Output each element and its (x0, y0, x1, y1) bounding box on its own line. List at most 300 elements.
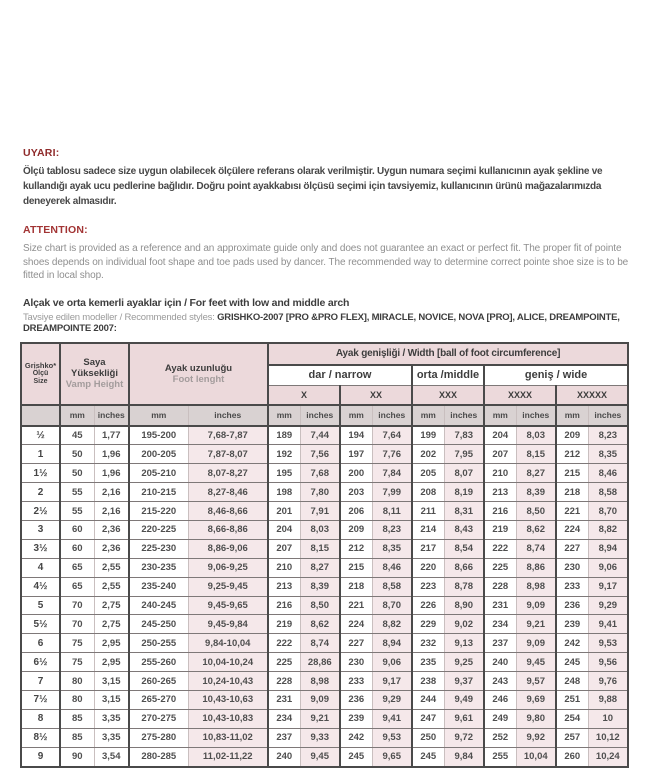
cell-x_mm: 234 (268, 709, 300, 728)
cell-x_in: 8,62 (300, 615, 340, 634)
cell-xxx_in: 9,49 (444, 690, 484, 709)
cell-x_in: 7,68 (300, 464, 340, 483)
width-code-xxx: XXX (412, 385, 484, 405)
cell-xxxxx_mm: 230 (556, 558, 588, 577)
cell-xxx_in: 8,31 (444, 502, 484, 521)
cell-xxx_mm: 250 (412, 728, 444, 747)
table-row (21, 672, 628, 691)
cell-vamp_mm: 70 (60, 596, 94, 615)
cell-xx_in: 9,29 (372, 690, 412, 709)
cell-size: 7 (21, 672, 60, 691)
warning-body-tr: Ölçü tablosu sadece size uygun olabilecek ölçülere referans olarak verilmiştir. Uygun numara seçimi kullanıcının ayak şekline ve kullandığı ayak ucu pedlerine bağlıdır. Doğru point ayakkabısı ölçüsü seçimi için tavsiyemiz, kullanıcının ürünü mağazalarımızda deneyerek almasıdır. (23, 166, 603, 207)
cell-xxxx_in: 9,57 (516, 672, 556, 691)
cell-xxxxx_mm: 215 (556, 464, 588, 483)
cell-xx_mm: 245 (340, 747, 372, 766)
width-title-header: Ayak genişliği / Width [ball of foot circumference] (268, 343, 628, 365)
unit-mm: mm (129, 405, 188, 426)
cell-xx_mm: 224 (340, 615, 372, 634)
cell-vamp_in: 1,96 (94, 464, 129, 483)
cell-xxxx_in: 8,74 (516, 539, 556, 558)
arch-section (0, 283, 663, 334)
cell-xxxx_mm: 246 (484, 690, 516, 709)
cell-foot_in: 9,25-9,45 (188, 577, 268, 596)
cell-foot_mm: 205-210 (129, 464, 188, 483)
cell-xxxx_in: 8,86 (516, 558, 556, 577)
cell-size: 2½ (21, 502, 60, 521)
cell-xx_in: 8,46 (372, 558, 412, 577)
cell-vamp_in: 2,95 (94, 634, 129, 653)
cell-xxxx_in: 9,80 (516, 709, 556, 728)
cell-xx_mm: 197 (340, 445, 372, 464)
cell-xxxxx_in: 8,58 (588, 483, 628, 502)
table-row (21, 728, 628, 747)
cell-xxx_in: 9,13 (444, 634, 484, 653)
size-column-header (21, 343, 60, 405)
cell-vamp_mm: 50 (60, 445, 94, 464)
cell-xxxxx_mm: 221 (556, 502, 588, 521)
cell-xxx_in: 8,66 (444, 558, 484, 577)
cell-xxx_mm: 229 (412, 615, 444, 634)
cell-xxxx_mm: 225 (484, 558, 516, 577)
cell-xx_in: 8,70 (372, 596, 412, 615)
cell-vamp_in: 2,95 (94, 653, 129, 672)
cell-size: 8½ (21, 728, 60, 747)
cell-foot_in: 10,43-10,83 (188, 709, 268, 728)
vamp-header-en: Vamp Height (65, 379, 124, 390)
cell-xxx_mm: 238 (412, 672, 444, 691)
cell-xxxx_in: 10,04 (516, 747, 556, 766)
cell-xxx_in: 8,43 (444, 520, 484, 539)
cell-xxxxx_in: 9,06 (588, 558, 628, 577)
cell-xx_mm: 206 (340, 502, 372, 521)
cell-x_mm: 189 (268, 426, 300, 445)
cell-foot_in: 8,07-8,27 (188, 464, 268, 483)
cell-xxxx_in: 9,09 (516, 596, 556, 615)
cell-foot_mm: 225-230 (129, 539, 188, 558)
cell-xxx_mm: 223 (412, 577, 444, 596)
cell-xxxxx_mm: 236 (556, 596, 588, 615)
cell-xxxx_in: 9,21 (516, 615, 556, 634)
table-body (21, 426, 628, 767)
unit-mm: mm (268, 405, 300, 426)
cell-xxxxx_mm: 254 (556, 709, 588, 728)
cell-x_in: 8,39 (300, 577, 340, 596)
cell-x_in: 9,33 (300, 728, 340, 747)
cell-xxxxx_in: 8,82 (588, 520, 628, 539)
width-code-xxxxx: XXXXX (556, 385, 628, 405)
cell-xxxx_in: 8,50 (516, 502, 556, 521)
cell-vamp_in: 2,75 (94, 615, 129, 634)
cell-xx_mm: 194 (340, 426, 372, 445)
cell-xx_in: 9,53 (372, 728, 412, 747)
foot-header-tr: Ayak uzunluğu (164, 362, 233, 374)
cell-xxxxx_in: 9,56 (588, 653, 628, 672)
cell-x_in: 8,98 (300, 672, 340, 691)
cell-x_mm: 240 (268, 747, 300, 766)
table-header (21, 343, 628, 426)
cell-vamp_in: 3,54 (94, 747, 129, 766)
cell-xxxxx_in: 8,35 (588, 445, 628, 464)
unit-inches: inches (588, 405, 628, 426)
cell-size: 3 (21, 520, 60, 539)
cell-x_in: 7,91 (300, 502, 340, 521)
cell-xxx_mm: 211 (412, 502, 444, 521)
cell-vamp_mm: 85 (60, 709, 94, 728)
cell-vamp_in: 3,15 (94, 690, 129, 709)
cell-xxxxx_mm: 260 (556, 747, 588, 766)
foot-header-en: Foot lenght (172, 373, 225, 385)
cell-vamp_mm: 45 (60, 426, 94, 445)
cell-foot_in: 11,02-11,22 (188, 747, 268, 766)
cell-xx_mm: 227 (340, 634, 372, 653)
cell-xxx_in: 8,54 (444, 539, 484, 558)
cell-vamp_in: 2,36 (94, 539, 129, 558)
table-row (21, 747, 628, 766)
cell-xxxx_in: 8,03 (516, 426, 556, 445)
width-group-wide: geniş / wide (484, 365, 628, 386)
vamp-column-header (60, 343, 129, 405)
cell-foot_in: 8,86-9,06 (188, 539, 268, 558)
cell-xxxx_mm: 216 (484, 502, 516, 521)
cell-xxxx_mm: 234 (484, 615, 516, 634)
cell-size: 5 (21, 596, 60, 615)
cell-xxxx_in: 9,45 (516, 653, 556, 672)
cell-foot_in: 8,27-8,46 (188, 483, 268, 502)
cell-xx_in: 8,11 (372, 502, 412, 521)
unit-inches: inches (516, 405, 556, 426)
cell-xx_in: 8,35 (372, 539, 412, 558)
cell-xxx_mm: 199 (412, 426, 444, 445)
cell-xx_mm: 203 (340, 483, 372, 502)
cell-size: 6½ (21, 653, 60, 672)
cell-vamp_in: 1,77 (94, 426, 129, 445)
cell-xxxxx_mm: 239 (556, 615, 588, 634)
cell-xx_mm: 209 (340, 520, 372, 539)
cell-xxxx_in: 9,69 (516, 690, 556, 709)
cell-xx_mm: 239 (340, 709, 372, 728)
cell-xxxxx_mm: 242 (556, 634, 588, 653)
cell-xxxx_mm: 222 (484, 539, 516, 558)
cell-vamp_in: 2,55 (94, 577, 129, 596)
cell-xxxxx_in: 8,23 (588, 426, 628, 445)
table-row (21, 558, 628, 577)
size-header-brand: Grishko* (24, 360, 57, 370)
cell-vamp_mm: 90 (60, 747, 94, 766)
cell-x_mm: 228 (268, 672, 300, 691)
table-row (21, 653, 628, 672)
cell-size: 4½ (21, 577, 60, 596)
cell-x_in: 8,15 (300, 539, 340, 558)
cell-foot_mm: 220-225 (129, 520, 188, 539)
cell-xxxx_mm: 207 (484, 445, 516, 464)
cell-x_mm: 222 (268, 634, 300, 653)
cell-xxxxx_mm: 212 (556, 445, 588, 464)
cell-xxx_mm: 202 (412, 445, 444, 464)
cell-size: 7½ (21, 690, 60, 709)
cell-xxx_in: 7,95 (444, 445, 484, 464)
cell-xx_mm: 230 (340, 653, 372, 672)
cell-x_in: 9,09 (300, 690, 340, 709)
cell-vamp_mm: 65 (60, 577, 94, 596)
cell-xxxxx_mm: 257 (556, 728, 588, 747)
cell-vamp_mm: 80 (60, 690, 94, 709)
cell-xxxxx_mm: 248 (556, 672, 588, 691)
cell-foot_mm: 260-265 (129, 672, 188, 691)
recommended-styles-list: GRISHKO-2007 [PRO &PRO FLEX], MIRACLE, NOVICE, NOVA [PRO], ALICE, DREAMPOINTE, DREAMPOINTE 2007: (23, 311, 620, 334)
cell-foot_mm: 245-250 (129, 615, 188, 634)
table-row (21, 426, 628, 445)
cell-xxx_in: 7,83 (444, 426, 484, 445)
cell-xxxx_in: 8,39 (516, 483, 556, 502)
cell-xx_in: 7,76 (372, 445, 412, 464)
attention-body-en: Size chart is provided as a reference and an approximate guide only and does not guarantee an exact or perfect fit. The proper fit of pointe shoes depends on individual foot shape and toe pads used by dancer. The recommended way to determine correct pointe shoe size is to be fitted in local shop. (23, 243, 629, 281)
cell-vamp_in: 2,16 (94, 483, 129, 502)
cell-xxxxx_mm: 251 (556, 690, 588, 709)
cell-foot_mm: 195-200 (129, 426, 188, 445)
cell-xxx_in: 9,02 (444, 615, 484, 634)
warning-section (0, 0, 663, 283)
cell-foot_mm: 280-285 (129, 747, 188, 766)
cell-x_mm: 198 (268, 483, 300, 502)
cell-xx_mm: 215 (340, 558, 372, 577)
cell-xxx_in: 8,07 (444, 464, 484, 483)
unit-mm: mm (484, 405, 516, 426)
cell-x_mm: 213 (268, 577, 300, 596)
cell-xxxxx_mm: 245 (556, 653, 588, 672)
cell-xxx_in: 9,72 (444, 728, 484, 747)
cell-xxxx_mm: 249 (484, 709, 516, 728)
size-header-en: Size (33, 377, 48, 385)
unit-inches: inches (444, 405, 484, 426)
cell-foot_in: 10,43-10,63 (188, 690, 268, 709)
cell-x_in: 8,27 (300, 558, 340, 577)
cell-vamp_mm: 60 (60, 520, 94, 539)
cell-x_in: 7,56 (300, 445, 340, 464)
cell-xxxx_in: 8,15 (516, 445, 556, 464)
cell-xx_in: 8,82 (372, 615, 412, 634)
cell-xxx_in: 9,61 (444, 709, 484, 728)
cell-vamp_in: 3,35 (94, 709, 129, 728)
cell-xxx_mm: 245 (412, 747, 444, 766)
cell-xx_mm: 242 (340, 728, 372, 747)
unit-inches: inches (94, 405, 129, 426)
cell-xxxxx_in: 9,76 (588, 672, 628, 691)
cell-xxx_in: 8,90 (444, 596, 484, 615)
cell-size: 6 (21, 634, 60, 653)
cell-foot_mm: 210-215 (129, 483, 188, 502)
cell-size: 5½ (21, 615, 60, 634)
cell-vamp_mm: 75 (60, 653, 94, 672)
cell-x_mm: 225 (268, 653, 300, 672)
cell-x_in: 7,80 (300, 483, 340, 502)
cell-size: 4 (21, 558, 60, 577)
cell-x_in: 8,03 (300, 520, 340, 539)
cell-vamp_mm: 80 (60, 672, 94, 691)
vamp-header-tr: Saya Yüksekliği (71, 357, 118, 379)
cell-xxx_in: 8,78 (444, 577, 484, 596)
recommended-styles-label: Tavsiye edilen modeller / Recommended styles: (23, 311, 215, 323)
cell-foot_in: 8,46-8,66 (188, 502, 268, 521)
cell-xxxx_in: 8,62 (516, 520, 556, 539)
cell-vamp_mm: 55 (60, 483, 94, 502)
cell-x_mm: 201 (268, 502, 300, 521)
unit-inches: inches (188, 405, 268, 426)
unit-empty-cell (21, 405, 60, 426)
width-code-xxxx: XXXX (484, 385, 556, 405)
cell-foot_mm: 265-270 (129, 690, 188, 709)
cell-xxx_mm: 208 (412, 483, 444, 502)
cell-xxx_mm: 205 (412, 464, 444, 483)
cell-size: 1½ (21, 464, 60, 483)
cell-xx_in: 8,94 (372, 634, 412, 653)
cell-xxxxx_in: 8,94 (588, 539, 628, 558)
cell-xxxxx_in: 9,41 (588, 615, 628, 634)
cell-x_in: 8,74 (300, 634, 340, 653)
cell-vamp_in: 2,55 (94, 558, 129, 577)
cell-foot_in: 9,45-9,65 (188, 596, 268, 615)
cell-xx_in: 7,99 (372, 483, 412, 502)
cell-size: 8 (21, 709, 60, 728)
cell-x_in: 9,45 (300, 747, 340, 766)
cell-xx_in: 9,06 (372, 653, 412, 672)
width-code-xx: XX (340, 385, 412, 405)
cell-vamp_mm: 85 (60, 728, 94, 747)
cell-foot_in: 9,06-9,25 (188, 558, 268, 577)
width-code-x: X (268, 385, 340, 405)
cell-xxxxx_in: 10,24 (588, 747, 628, 766)
cell-x_mm: 192 (268, 445, 300, 464)
cell-x_mm: 219 (268, 615, 300, 634)
cell-foot_mm: 240-245 (129, 596, 188, 615)
table-row (21, 464, 628, 483)
cell-x_mm: 216 (268, 596, 300, 615)
size-header-tr: Ölçü (32, 369, 49, 377)
cell-xxx_in: 9,84 (444, 747, 484, 766)
cell-foot_in: 10,83-11,02 (188, 728, 268, 747)
cell-xxxx_mm: 243 (484, 672, 516, 691)
cell-xxxxx_in: 9,29 (588, 596, 628, 615)
cell-foot_mm: 200-205 (129, 445, 188, 464)
foot-length-column-header (129, 343, 268, 405)
cell-xx_mm: 212 (340, 539, 372, 558)
table-row (21, 690, 628, 709)
cell-xxx_mm: 214 (412, 520, 444, 539)
cell-size: 1 (21, 445, 60, 464)
cell-xxxx_mm: 255 (484, 747, 516, 766)
cell-xxxx_in: 9,92 (516, 728, 556, 747)
table-row (21, 520, 628, 539)
cell-x_in: 8,50 (300, 596, 340, 615)
cell-xxxx_mm: 252 (484, 728, 516, 747)
attention-heading-en: ATTENTION: (23, 224, 88, 236)
cell-vamp_in: 2,16 (94, 502, 129, 521)
cell-foot_in: 9,84-10,04 (188, 634, 268, 653)
cell-xxx_in: 8,19 (444, 483, 484, 502)
warning-heading-tr: UYARI: (23, 147, 60, 159)
cell-xxx_mm: 232 (412, 634, 444, 653)
table-row (21, 596, 628, 615)
cell-xxx_mm: 235 (412, 653, 444, 672)
cell-foot_in: 9,45-9,84 (188, 615, 268, 634)
cell-vamp_mm: 60 (60, 539, 94, 558)
cell-xxx_in: 9,25 (444, 653, 484, 672)
cell-x_mm: 210 (268, 558, 300, 577)
cell-xxxxx_in: 8,70 (588, 502, 628, 521)
cell-xxxxx_in: 10,12 (588, 728, 628, 747)
cell-vamp_mm: 75 (60, 634, 94, 653)
cell-xxxx_mm: 213 (484, 483, 516, 502)
cell-xx_mm: 218 (340, 577, 372, 596)
cell-xx_in: 8,23 (372, 520, 412, 539)
cell-x_in: 28,86 (300, 653, 340, 672)
table-row (21, 709, 628, 728)
cell-xxxxx_in: 9,17 (588, 577, 628, 596)
cell-xxxxx_in: 9,53 (588, 634, 628, 653)
cell-xxxx_in: 8,98 (516, 577, 556, 596)
cell-xxxx_mm: 204 (484, 426, 516, 445)
cell-x_mm: 237 (268, 728, 300, 747)
unit-mm: mm (60, 405, 94, 426)
header-row-units (21, 405, 628, 426)
cell-xx_in: 7,84 (372, 464, 412, 483)
cell-vamp_in: 3,35 (94, 728, 129, 747)
cell-xxxx_mm: 240 (484, 653, 516, 672)
header-row-titles (21, 343, 628, 365)
cell-xxxxx_in: 8,46 (588, 464, 628, 483)
cell-foot_mm: 275-280 (129, 728, 188, 747)
cell-xxxxx_mm: 218 (556, 483, 588, 502)
cell-vamp_in: 3,15 (94, 672, 129, 691)
cell-foot_in: 7,68-7,87 (188, 426, 268, 445)
unit-inches: inches (372, 405, 412, 426)
cell-xxxx_in: 9,09 (516, 634, 556, 653)
cell-xxxx_mm: 237 (484, 634, 516, 653)
cell-xxx_mm: 247 (412, 709, 444, 728)
cell-x_mm: 195 (268, 464, 300, 483)
cell-xx_in: 9,65 (372, 747, 412, 766)
cell-foot_in: 10,04-10,24 (188, 653, 268, 672)
cell-xx_mm: 236 (340, 690, 372, 709)
cell-vamp_mm: 50 (60, 464, 94, 483)
cell-xx_in: 7,64 (372, 426, 412, 445)
unit-mm: mm (556, 405, 588, 426)
cell-x_mm: 231 (268, 690, 300, 709)
cell-vamp_mm: 55 (60, 502, 94, 521)
unit-inches: inches (300, 405, 340, 426)
size-chart-table (20, 342, 629, 768)
cell-foot_in: 8,66-8,86 (188, 520, 268, 539)
cell-x_mm: 207 (268, 539, 300, 558)
cell-x_in: 7,44 (300, 426, 340, 445)
cell-vamp_mm: 65 (60, 558, 94, 577)
cell-xx_mm: 221 (340, 596, 372, 615)
width-group-middle: orta /middle (412, 365, 484, 386)
cell-foot_mm: 235-240 (129, 577, 188, 596)
cell-xxxxx_mm: 227 (556, 539, 588, 558)
table-row (21, 634, 628, 653)
cell-size: 2 (21, 483, 60, 502)
cell-vamp_in: 2,36 (94, 520, 129, 539)
cell-xxxx_in: 8,27 (516, 464, 556, 483)
cell-x_in: 9,21 (300, 709, 340, 728)
cell-xxxxx_in: 9,88 (588, 690, 628, 709)
arch-heading: Alçak ve orta kemerli ayaklar için / For feet with low and middle arch (23, 296, 350, 309)
cell-size: ½ (21, 426, 60, 445)
cell-foot_in: 7,87-8,07 (188, 445, 268, 464)
cell-vamp_in: 2,75 (94, 596, 129, 615)
unit-mm: mm (340, 405, 372, 426)
cell-xx_mm: 200 (340, 464, 372, 483)
